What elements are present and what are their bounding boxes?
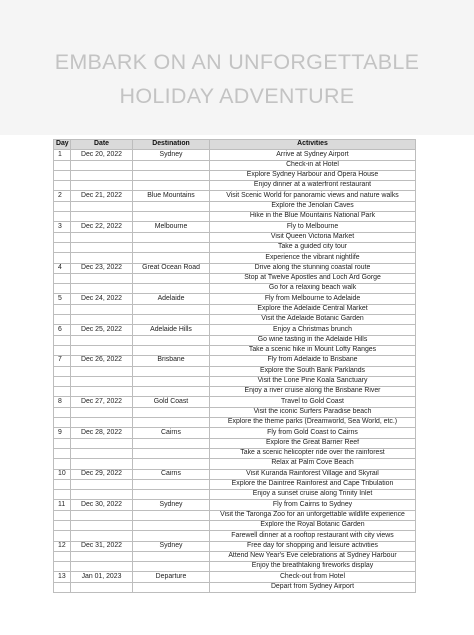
destination-cell: [133, 448, 210, 458]
date-cell: [71, 232, 133, 242]
date-cell: Dec 30, 2022: [71, 500, 133, 510]
table-row: [54, 201, 416, 211]
activity-cell: Visit the iconic Surfers Paradise beach: [210, 407, 416, 417]
date-cell: [71, 490, 133, 500]
destination-cell: [133, 459, 210, 469]
date-cell: [71, 376, 133, 386]
table-row: [54, 397, 416, 407]
date-cell: Dec 31, 2022: [71, 541, 133, 551]
destination-cell: Cairns: [133, 469, 210, 479]
table-row: [54, 242, 416, 252]
date-cell: [71, 345, 133, 355]
table-header-row: [54, 140, 416, 150]
activity-cell: Fly from Gold Coast to Cairns: [210, 428, 416, 438]
table-row: [54, 232, 416, 242]
table-row: [54, 366, 416, 376]
table-row: [54, 315, 416, 325]
destination-cell: [133, 531, 210, 541]
day-cell: [54, 510, 71, 520]
destination-cell: [133, 520, 210, 530]
destination-cell: Gold Coast: [133, 397, 210, 407]
table-row: [54, 520, 416, 530]
table-row: [54, 387, 416, 397]
day-cell: [54, 242, 71, 252]
date-cell: [71, 304, 133, 314]
date-cell: Dec 20, 2022: [71, 150, 133, 160]
day-cell: [54, 531, 71, 541]
date-cell: [71, 510, 133, 520]
date-cell: [71, 387, 133, 397]
table-row: [54, 253, 416, 263]
date-cell: [71, 448, 133, 458]
activity-cell: Enjoy the breathtaking fireworks display: [210, 562, 416, 572]
date-cell: [71, 551, 133, 561]
day-cell: [54, 376, 71, 386]
table-row: [54, 479, 416, 489]
activity-cell: Take a scenic helicopter ride over the rainforest: [210, 448, 416, 458]
day-cell: [54, 407, 71, 417]
activity-cell: Fly from Melbourne to Adelaide: [210, 294, 416, 304]
day-cell: [54, 490, 71, 500]
activity-cell: Fly from Adelaide to Brisbane: [210, 356, 416, 366]
day-cell: [54, 201, 71, 211]
day-cell: [54, 479, 71, 489]
activity-cell: Fly to Melbourne: [210, 222, 416, 232]
destination-cell: [133, 242, 210, 252]
activity-cell: Visit the Adelaide Botanic Garden: [210, 315, 416, 325]
destination-cell: Departure: [133, 572, 210, 582]
date-cell: Dec 23, 2022: [71, 263, 133, 273]
destination-cell: [133, 376, 210, 386]
destination-cell: Sydney: [133, 150, 210, 160]
destination-cell: [133, 438, 210, 448]
activity-cell: Stop at Twelve Apostles and Loch Ard Gorge: [210, 273, 416, 283]
day-cell: [54, 212, 71, 222]
itinerary-table: [53, 139, 416, 593]
activity-cell: Enjoy a Christmas brunch: [210, 325, 416, 335]
table-row: [54, 284, 416, 294]
day-cell: [54, 551, 71, 561]
table-row: [54, 562, 416, 572]
day-cell: 13: [54, 572, 71, 582]
table-row: [54, 181, 416, 191]
destination-cell: Adelaide Hills: [133, 325, 210, 335]
date-cell: [71, 479, 133, 489]
date-cell: [71, 170, 133, 180]
destination-cell: [133, 562, 210, 572]
table-row: [54, 325, 416, 335]
day-cell: 6: [54, 325, 71, 335]
activity-cell: Enjoy a river cruise along the Brisbane River: [210, 387, 416, 397]
day-cell: [54, 273, 71, 283]
table-row: [54, 191, 416, 201]
table-row: [54, 356, 416, 366]
activity-cell: Drive along the stunning coastal route: [210, 263, 416, 273]
activity-cell: Arrive at Sydney Airport: [210, 150, 416, 160]
table-row: [54, 418, 416, 428]
activity-cell: Take a scenic hike in Mount Lofty Ranges: [210, 345, 416, 355]
table-row: [54, 510, 416, 520]
destination-cell: [133, 366, 210, 376]
table-row: [54, 490, 416, 500]
destination-cell: Sydney: [133, 500, 210, 510]
day-cell: [54, 387, 71, 397]
table-row: [54, 459, 416, 469]
table-row: [54, 304, 416, 314]
date-cell: [71, 407, 133, 417]
date-cell: Dec 22, 2022: [71, 222, 133, 232]
destination-cell: [133, 418, 210, 428]
date-cell: [71, 335, 133, 345]
day-cell: [54, 418, 71, 428]
day-cell: [54, 459, 71, 469]
day-cell: [54, 253, 71, 263]
date-cell: [71, 160, 133, 170]
day-cell: [54, 448, 71, 458]
activity-cell: Attend New Year's Eve celebrations at Sydney Harbour: [210, 551, 416, 561]
table-row: [54, 263, 416, 273]
activity-cell: Visit Scenic World for panoramic views and nature walks: [210, 191, 416, 201]
header-day: Day: [54, 140, 71, 150]
table-row: [54, 500, 416, 510]
activity-cell: Enjoy a sunset cruise along Trinity Inlet: [210, 490, 416, 500]
activity-cell: Fly from Cairns to Sydney: [210, 500, 416, 510]
date-cell: [71, 253, 133, 263]
day-cell: [54, 345, 71, 355]
activity-cell: Explore the Adelaide Central Market: [210, 304, 416, 314]
destination-cell: [133, 232, 210, 242]
date-cell: [71, 212, 133, 222]
date-cell: [71, 418, 133, 428]
table-row: [54, 222, 416, 232]
destination-cell: [133, 582, 210, 592]
activity-cell: Farewell dinner at a rooftop restaurant with city views: [210, 531, 416, 541]
date-cell: [71, 315, 133, 325]
table-row: [54, 212, 416, 222]
day-cell: 9: [54, 428, 71, 438]
destination-cell: [133, 170, 210, 180]
table-row: [54, 469, 416, 479]
day-cell: [54, 562, 71, 572]
date-cell: Jan 01, 2023: [71, 572, 133, 582]
table-row: [54, 170, 416, 180]
day-cell: 10: [54, 469, 71, 479]
header-date: Date: [71, 140, 133, 150]
day-cell: [54, 160, 71, 170]
destination-cell: Brisbane: [133, 356, 210, 366]
date-cell: [71, 366, 133, 376]
activity-cell: Hike in the Blue Mountains National Park: [210, 212, 416, 222]
date-cell: [71, 520, 133, 530]
date-cell: [71, 181, 133, 191]
day-cell: [54, 438, 71, 448]
date-cell: [71, 201, 133, 211]
destination-cell: Cairns: [133, 428, 210, 438]
destination-cell: [133, 315, 210, 325]
table-row: [54, 448, 416, 458]
day-cell: [54, 170, 71, 180]
date-cell: [71, 531, 133, 541]
destination-cell: Blue Mountains: [133, 191, 210, 201]
activity-cell: Travel to Gold Coast: [210, 397, 416, 407]
table-row: [54, 335, 416, 345]
destination-cell: [133, 479, 210, 489]
day-cell: 4: [54, 263, 71, 273]
date-cell: Dec 25, 2022: [71, 325, 133, 335]
table-row: [54, 150, 416, 160]
activity-cell: Visit Queen Victoria Market: [210, 232, 416, 242]
destination-cell: [133, 490, 210, 500]
activity-cell: Check-in at Hotel: [210, 160, 416, 170]
table-row: [54, 531, 416, 541]
table-row: [54, 551, 416, 561]
page-title-line-1: EMBARK ON AN UNFORGETTABLE: [54, 50, 420, 74]
date-cell: [71, 242, 133, 252]
title-banner: [0, 0, 474, 135]
destination-cell: [133, 212, 210, 222]
table-row: [54, 582, 416, 592]
destination-cell: [133, 253, 210, 263]
destination-cell: [133, 201, 210, 211]
table-row: [54, 376, 416, 386]
date-cell: [71, 284, 133, 294]
header-destination: Destination: [133, 140, 210, 150]
activity-cell: Go wine tasting in the Adelaide Hills: [210, 335, 416, 345]
day-cell: [54, 181, 71, 191]
day-cell: [54, 335, 71, 345]
activity-cell: Visit Kuranda Rainforest Village and Skyrail: [210, 469, 416, 479]
activity-cell: Free day for shopping and leisure activities: [210, 541, 416, 551]
destination-cell: Adelaide: [133, 294, 210, 304]
date-cell: Dec 24, 2022: [71, 294, 133, 304]
date-cell: Dec 27, 2022: [71, 397, 133, 407]
day-cell: 1: [54, 150, 71, 160]
destination-cell: [133, 510, 210, 520]
activity-cell: Explore the South Bank Parklands: [210, 366, 416, 376]
destination-cell: [133, 181, 210, 191]
destination-cell: [133, 284, 210, 294]
date-cell: Dec 26, 2022: [71, 356, 133, 366]
day-cell: [54, 315, 71, 325]
destination-cell: [133, 551, 210, 561]
date-cell: Dec 21, 2022: [71, 191, 133, 201]
activity-cell: Explore Sydney Harbour and Opera House: [210, 170, 416, 180]
day-cell: [54, 232, 71, 242]
destination-cell: [133, 160, 210, 170]
destination-cell: [133, 407, 210, 417]
date-cell: Dec 28, 2022: [71, 428, 133, 438]
table-row: [54, 345, 416, 355]
activity-cell: Go for a relaxing beach walk: [210, 284, 416, 294]
day-cell: [54, 582, 71, 592]
table-row: [54, 273, 416, 283]
table-row: [54, 541, 416, 551]
destination-cell: [133, 335, 210, 345]
activity-cell: Experience the vibrant nightlife: [210, 253, 416, 263]
activity-cell: Visit the Taronga Zoo for an unforgettable wildlife experience: [210, 510, 416, 520]
date-cell: [71, 562, 133, 572]
day-cell: [54, 366, 71, 376]
table-row: [54, 572, 416, 582]
table-row: [54, 428, 416, 438]
table-row: [54, 407, 416, 417]
day-cell: 7: [54, 356, 71, 366]
activity-cell: Visit the Lone Pine Koala Sanctuary: [210, 376, 416, 386]
day-cell: 5: [54, 294, 71, 304]
destination-cell: Great Ocean Road: [133, 263, 210, 273]
date-cell: Dec 29, 2022: [71, 469, 133, 479]
activity-cell: Relax at Palm Cove Beach: [210, 459, 416, 469]
destination-cell: Sydney: [133, 541, 210, 551]
activity-cell: Explore the Jenolan Caves: [210, 201, 416, 211]
header-activities: Activities: [210, 140, 416, 150]
day-cell: 8: [54, 397, 71, 407]
destination-cell: [133, 345, 210, 355]
destination-cell: [133, 273, 210, 283]
date-cell: [71, 438, 133, 448]
activity-cell: Explore the Daintree Rainforest and Cape Tribulation: [210, 479, 416, 489]
activity-cell: Depart from Sydney Airport: [210, 582, 416, 592]
activity-cell: Explore the theme parks (Dreamworld, Sea World, etc.): [210, 418, 416, 428]
destination-cell: [133, 304, 210, 314]
day-cell: 3: [54, 222, 71, 232]
day-cell: 11: [54, 500, 71, 510]
itinerary-body: [54, 150, 416, 593]
day-cell: 12: [54, 541, 71, 551]
activity-cell: Explore the Great Barrier Reef: [210, 438, 416, 448]
activity-cell: Enjoy dinner at a waterfront restaurant: [210, 181, 416, 191]
table-row: [54, 294, 416, 304]
destination-cell: [133, 387, 210, 397]
activity-cell: Check-out from Hotel: [210, 572, 416, 582]
page-title-line-2: HOLIDAY ADVENTURE: [119, 84, 355, 108]
date-cell: [71, 582, 133, 592]
day-cell: 2: [54, 191, 71, 201]
date-cell: [71, 459, 133, 469]
destination-cell: Melbourne: [133, 222, 210, 232]
activity-cell: Explore the Royal Botanic Garden: [210, 520, 416, 530]
activity-cell: Take a guided city tour: [210, 242, 416, 252]
table-row: [54, 160, 416, 170]
date-cell: [71, 273, 133, 283]
day-cell: [54, 304, 71, 314]
day-cell: [54, 520, 71, 530]
table-row: [54, 438, 416, 448]
day-cell: [54, 284, 71, 294]
